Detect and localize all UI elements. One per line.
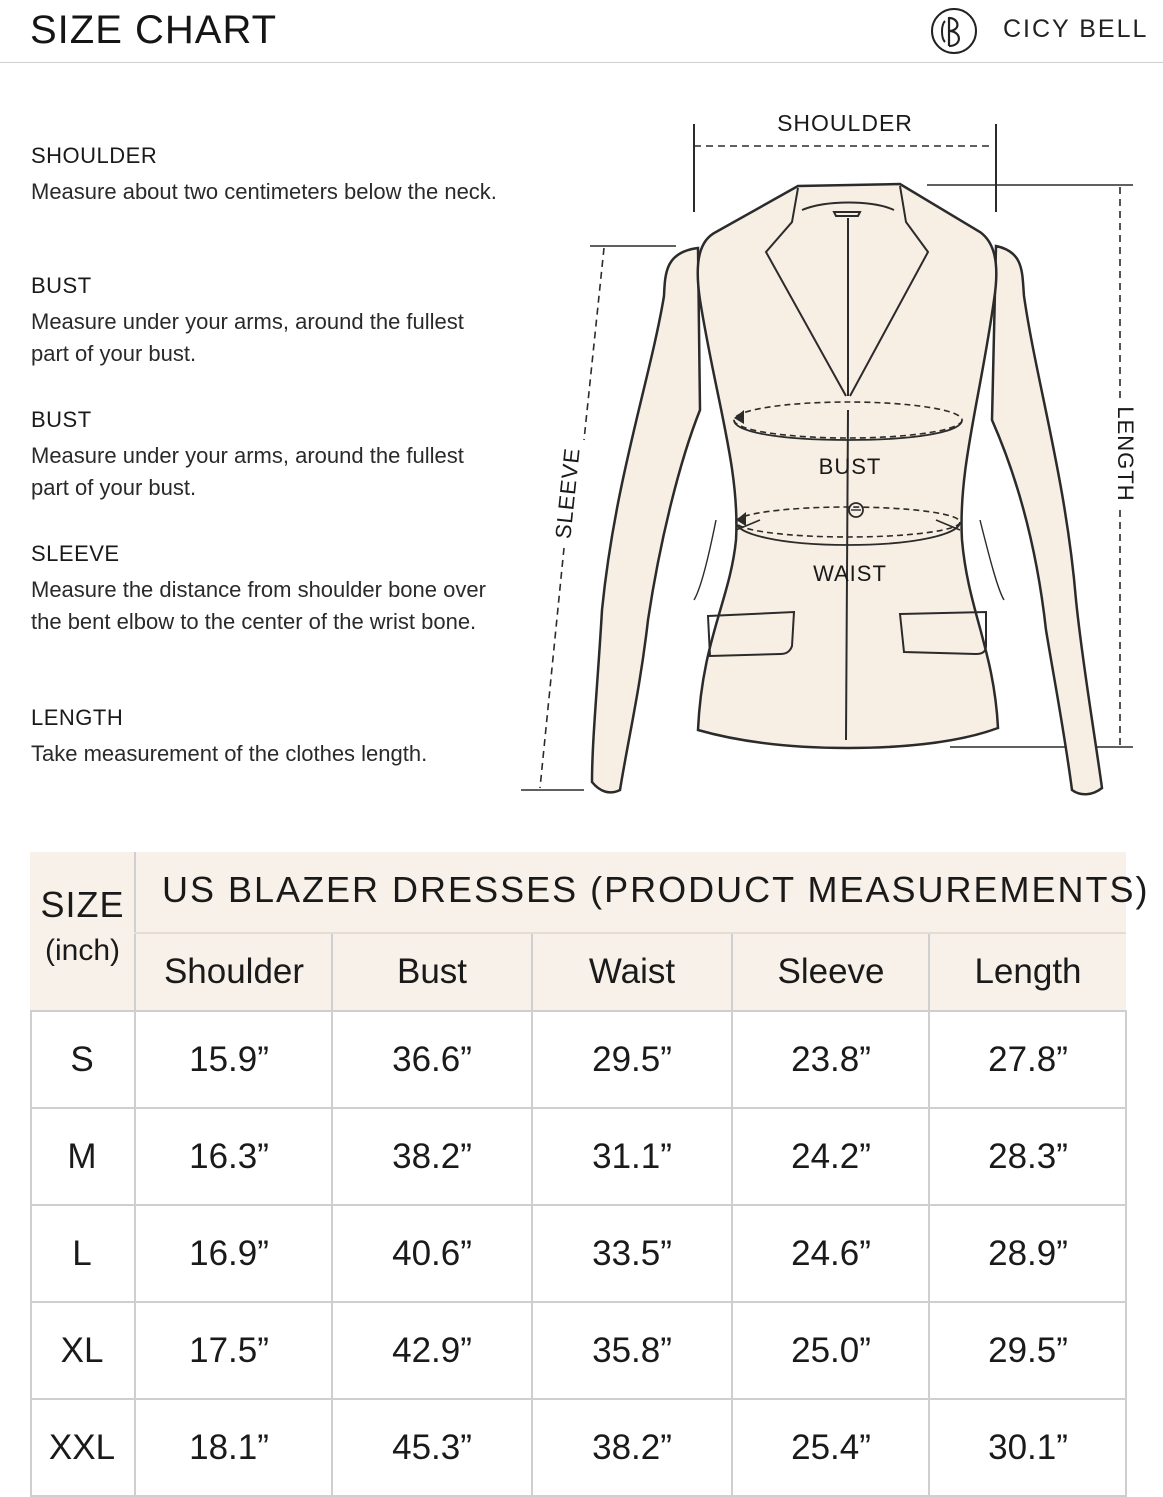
page-title: SIZE CHART bbox=[30, 8, 278, 52]
length-cell: 28.3” bbox=[988, 1137, 1068, 1176]
size-column-label: SIZE bbox=[40, 884, 125, 925]
grid-line bbox=[134, 932, 1126, 934]
blazer-diagram bbox=[518, 100, 1163, 810]
sleeve-cell: 24.6” bbox=[791, 1234, 871, 1273]
shoulder-cell: 18.1” bbox=[189, 1428, 269, 1467]
table-title: US BLAZER DRESSES (PRODUCT MEASUREMENTS) bbox=[162, 869, 1150, 910]
guide-item-length bbox=[31, 704, 501, 770]
guide-description: Measure under your arms, around the fullest part of your bust. bbox=[31, 309, 464, 366]
guide-heading: LENGTH bbox=[31, 705, 124, 730]
size-cell: M bbox=[67, 1137, 97, 1176]
size-cell: S bbox=[70, 1040, 94, 1079]
guide-description: Take measurement of the clothes length. bbox=[31, 741, 428, 766]
header-bar bbox=[0, 0, 1163, 63]
sleeve-cell: 25.0” bbox=[791, 1331, 871, 1370]
guide-item-bust-2 bbox=[31, 406, 501, 504]
bust-cell: 38.2” bbox=[392, 1137, 472, 1176]
waist-cell: 33.5” bbox=[592, 1234, 672, 1273]
brand-name: CICY BELL bbox=[1003, 15, 1149, 43]
col-header-length: Length bbox=[974, 952, 1082, 991]
size-cell: XXL bbox=[48, 1428, 116, 1467]
col-header-sleeve: Sleeve bbox=[777, 952, 885, 991]
col-header-shoulder: Shoulder bbox=[163, 952, 305, 991]
label-sleeve: SLEEVE bbox=[550, 446, 585, 541]
label-waist: WAIST bbox=[813, 561, 887, 586]
waist-cell: 38.2” bbox=[592, 1428, 672, 1467]
length-cell: 28.9” bbox=[988, 1234, 1068, 1273]
length-cell: 29.5” bbox=[988, 1331, 1068, 1370]
sleeve-cell: 24.2” bbox=[791, 1137, 871, 1176]
guide-heading: BUST bbox=[31, 273, 92, 298]
guide-heading: SHOULDER bbox=[31, 143, 158, 168]
bust-cell: 36.6” bbox=[392, 1040, 472, 1079]
guide-item-sleeve bbox=[31, 540, 501, 638]
label-bust: BUST bbox=[818, 454, 882, 479]
label-shoulder: SHOULDER bbox=[777, 110, 913, 136]
brand-logo-icon bbox=[928, 5, 980, 57]
length-cell: 30.1” bbox=[988, 1428, 1068, 1467]
waist-cell: 29.5” bbox=[592, 1040, 672, 1079]
sleeve-cell: 23.8” bbox=[791, 1040, 871, 1079]
waist-cell: 31.1” bbox=[592, 1137, 672, 1176]
bust-cell: 45.3” bbox=[392, 1428, 472, 1467]
col-header-bust: Bust bbox=[396, 952, 468, 991]
bust-cell: 42.9” bbox=[392, 1331, 472, 1370]
shoulder-cell: 15.9” bbox=[189, 1040, 269, 1079]
guide-description: Measure about two centimeters below the neck. bbox=[31, 179, 497, 204]
label-length: LENGTH bbox=[1113, 406, 1138, 502]
right-sleeve bbox=[992, 246, 1102, 794]
shoulder-cell: 17.5” bbox=[189, 1331, 269, 1370]
length-cell: 27.8” bbox=[988, 1040, 1068, 1079]
waist-cell: 35.8” bbox=[592, 1331, 672, 1370]
shoulder-cell: 16.9” bbox=[189, 1234, 269, 1273]
guide-item-shoulder bbox=[31, 142, 501, 208]
shoulder-cell: 16.3” bbox=[189, 1137, 269, 1176]
bust-cell: 40.6” bbox=[392, 1234, 472, 1273]
col-header-waist: Waist bbox=[588, 952, 676, 991]
guide-description: Measure the distance from shoulder bone over the bent elbow to the center of the wrist bone. bbox=[31, 577, 486, 634]
size-cell: XL bbox=[60, 1331, 104, 1370]
guide-item-bust bbox=[31, 272, 501, 370]
guide-heading: SLEEVE bbox=[31, 541, 120, 566]
guide-description: Measure under your arms, around the fullest part of your bust. bbox=[31, 443, 464, 500]
left-sleeve bbox=[592, 248, 700, 792]
sleeve-cell: 25.4” bbox=[791, 1428, 871, 1467]
guide-heading: BUST bbox=[31, 407, 92, 432]
size-cell: L bbox=[72, 1234, 92, 1273]
unit-label: (inch) bbox=[44, 934, 120, 967]
